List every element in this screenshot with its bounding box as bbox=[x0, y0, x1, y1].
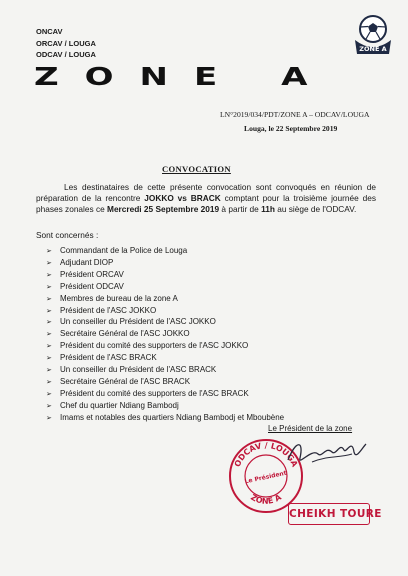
convocation-paragraph bbox=[36, 182, 376, 216]
arrow-bullet-icon: ➢ bbox=[46, 271, 52, 279]
stamp-top-text: ODCAV / LOUGA bbox=[232, 440, 300, 469]
paragraph-text-2: comptant pour la troisième journée des phases zonales ce bbox=[36, 193, 377, 215]
signature-caption: Le Président de la zone bbox=[268, 424, 353, 433]
reference-number: LN°2019/034/PDT/ZONE A – ODCAV/LOUGA bbox=[220, 110, 370, 119]
match-name: JOKKO vs BRACK bbox=[144, 193, 221, 204]
list-item: ➢ Secrétaire Général de l'ASC BRACK bbox=[46, 377, 284, 389]
arrow-bullet-icon: ➢ bbox=[46, 355, 52, 363]
arrow-bullet-icon: ➢ bbox=[46, 367, 52, 375]
arrow-bullet-icon: ➢ bbox=[46, 283, 52, 291]
logo-text: ZONE A bbox=[359, 45, 387, 53]
list-item: ➢ Président du comité des supporters de l'ASC JOKKO bbox=[46, 341, 284, 353]
org-line-odcav: ODCAV / LOUGA bbox=[36, 50, 96, 59]
list-item: ➢ Président ORCAV bbox=[46, 270, 284, 282]
paragraph-text-4: au siège de l'ODCAV. bbox=[274, 204, 357, 215]
list-item: ➢ Secrétaire Général de l'ASC JOKKO bbox=[46, 329, 284, 341]
arrow-bullet-icon: ➢ bbox=[46, 378, 52, 386]
list-item: ➢ Membres de bureau de la zone A bbox=[46, 294, 284, 306]
list-item: ➢ Président de l'ASC JOKKO bbox=[46, 306, 284, 318]
list-item: ➢ Président du comité des supporters de l'ASC BRACK bbox=[46, 389, 284, 401]
org-line-oncav: ONCAV bbox=[36, 27, 63, 36]
president-name-stamp: CHEIKH TOURE bbox=[288, 503, 370, 525]
arrow-bullet-icon: ➢ bbox=[46, 319, 52, 327]
arrow-bullet-icon: ➢ bbox=[46, 414, 52, 422]
stamp-bottom-text: ZONE A bbox=[249, 492, 283, 506]
list-item: ➢ Président ODCAV bbox=[46, 282, 284, 294]
stamp-center-text: Le Président bbox=[244, 469, 288, 486]
list-item: ➢ Un conseiller du Président de l'ASC BRACK bbox=[46, 365, 284, 377]
meeting-date: Mercredi 25 Septembre 2019 bbox=[107, 204, 220, 215]
org-line-orcav: ORCAV / LOUGA bbox=[36, 38, 96, 48]
arrow-bullet-icon: ➢ bbox=[46, 295, 52, 303]
list-item: ➢ Un conseiller du Président de l'ASC JOKKO bbox=[46, 317, 284, 329]
arrow-bullet-icon: ➢ bbox=[46, 390, 52, 398]
document-title: CONVOCATION bbox=[162, 164, 231, 174]
arrow-bullet-icon: ➢ bbox=[46, 248, 52, 255]
arrow-bullet-icon: ➢ bbox=[46, 307, 52, 315]
recipient-list bbox=[46, 246, 284, 425]
list-item: ➢ Président de l'ASC BRACK bbox=[46, 353, 284, 365]
arrow-bullet-icon: ➢ bbox=[46, 402, 52, 410]
zone-a-football-logo bbox=[352, 14, 394, 58]
organization-block bbox=[36, 26, 96, 61]
arrow-bullet-icon: ➢ bbox=[46, 259, 52, 267]
arrow-bullet-icon: ➢ bbox=[46, 343, 52, 351]
list-item: ➢ Imams et notables des quartiers Ndiang Bambodj et Mboubène bbox=[46, 413, 284, 425]
concerned-label: Sont concernés : bbox=[36, 230, 99, 240]
meeting-time: 11h bbox=[261, 204, 275, 215]
svg-text:ZONE A bbox=[249, 492, 284, 506]
paragraph-text-1: Les destinataires de cette présente convocation sont convoqués en réunion de préparation de la rencontre bbox=[36, 182, 376, 204]
zone-title: ZONE A bbox=[34, 62, 334, 92]
list-item: ➢ Adjudant DIOP bbox=[46, 258, 284, 270]
document-date: Louga, le 22 Septembre 2019 bbox=[244, 124, 338, 133]
paragraph-text-3: à partir de bbox=[219, 204, 262, 215]
arrow-bullet-icon: ➢ bbox=[46, 331, 52, 339]
handwritten-signature bbox=[282, 432, 368, 472]
list-item: ➢ Chef du quartier Ndiang Bambodj bbox=[46, 401, 284, 413]
list-item: ➢ Commandant de la Police de Louga bbox=[46, 246, 284, 258]
